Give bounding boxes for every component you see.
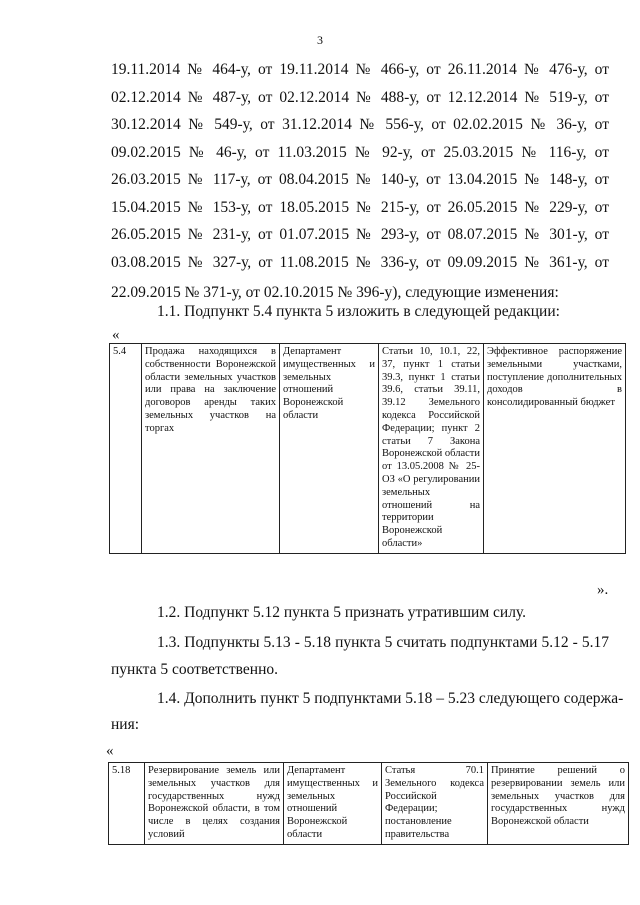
table-cell-legal-basis: Статьи 10, 10.1, 22, 37, пункт 1 статьи 39.3, пункт 1 статьи 39.6, статьи 39.11, 39.12 Земельного кодекса Российской Федерации; пункт 2 статьи 7 Закона Воронежской области от 13.05.2008 № 25-ОЗ «О регулировании земельных отношений на территории Воронежской области»: [379, 344, 484, 554]
quote-close-1: ».: [597, 582, 609, 598]
table-item-5-18: [108, 762, 629, 845]
intro-line: 26.05.2015 № 231-у, от 01.07.2015 № 293-у, от 08.07.2015 № 301-у, от: [111, 226, 609, 243]
table-cell-number: 5.4: [110, 344, 142, 554]
quote-open-2: «: [106, 743, 114, 759]
table-cell-result: Принятие решений о резервировании земель или земельных участков для государственных нужд Воронежской области: [488, 763, 629, 845]
table-cell-action: Резервирование земель или земельных участков для государственных нужд Воронежской области, в том числе в целях создания условий: [145, 763, 284, 845]
intro-line: 19.11.2014 № 464-у, от 19.11.2014 № 466-у, от 26.11.2014 № 476-у, от: [111, 61, 609, 78]
table-cell-executor: Департамент имущественных и земельных отношений Воронежской области: [284, 763, 382, 845]
table-row: [109, 763, 629, 845]
item-1-3-line-1: 1.3. Подпункты 5.13 - 5.18 пункта 5 считать подпунктами 5.12 - 5.17: [157, 634, 609, 651]
intro-line: 03.08.2015 № 327-у, от 11.08.2015 № 336-у, от 09.09.2015 № 361-у, от: [111, 253, 609, 271]
item-1-3-line-2: пункта 5 соответственно.: [111, 661, 279, 678]
intro-line: 26.03.2015 № 117-у, от 08.04.2015 № 140-у, от 13.04.2015 № 148-у, от: [111, 171, 609, 188]
intro-line: 30.12.2014 № 549-у, от 31.12.2014 № 556-у, от 02.02.2015 № 36-у, от: [111, 116, 609, 133]
item-1-2: 1.2. Подпункт 5.12 пункта 5 признать утратившим силу.: [157, 604, 527, 621]
item-1-4-line-1: 1.4. Дополнить пункт 5 подпунктами 5.18 – 5.23 следующего содержа-: [157, 690, 624, 707]
table-cell-result: Эффективное распоряжение земельными участками, поступление дополнительных доходов в консолидированный бюджет: [484, 344, 626, 554]
item-1-4-line-2: ния:: [111, 716, 140, 733]
intro-last-line: 22.09.2015 № 371-у, от 02.10.2015 № 396-у), следующие изменения:: [111, 284, 559, 301]
intro-line: 15.04.2015 № 153-у, от 18.05.2015 № 215-у, от 26.05.2015 № 229-у, от: [111, 198, 609, 216]
table-cell-legal-basis: Статья 70.1 Земельного кодекса Российской Федерации; постановление правительства: [382, 763, 488, 845]
table-cell-action: Продажа находящихся в собственности Воронежской области земельных участков или права на заключение договоров аренды таких земельных участков на торгах: [142, 344, 280, 554]
page-number: 3: [317, 33, 323, 47]
quote-open-1: «: [112, 327, 120, 343]
table-cell-number: 5.18: [109, 763, 145, 845]
intro-line: 09.02.2015 № 46-у, от 11.03.2015 № 92-у, от 25.03.2015 № 116-у, от: [111, 143, 609, 161]
intro-line: 02.12.2014 № 487-у, от 02.12.2014 № 488-у, от 12.12.2014 № 519-у, от: [111, 88, 609, 106]
table-item-5-4: [109, 343, 626, 554]
table-cell-executor: Департамент имущественных и земельных отношений Воронежской области: [280, 344, 379, 554]
table-row: [110, 344, 626, 554]
item-1-1: 1.1. Подпункт 5.4 пункта 5 изложить в следующей редакции:: [157, 303, 560, 320]
